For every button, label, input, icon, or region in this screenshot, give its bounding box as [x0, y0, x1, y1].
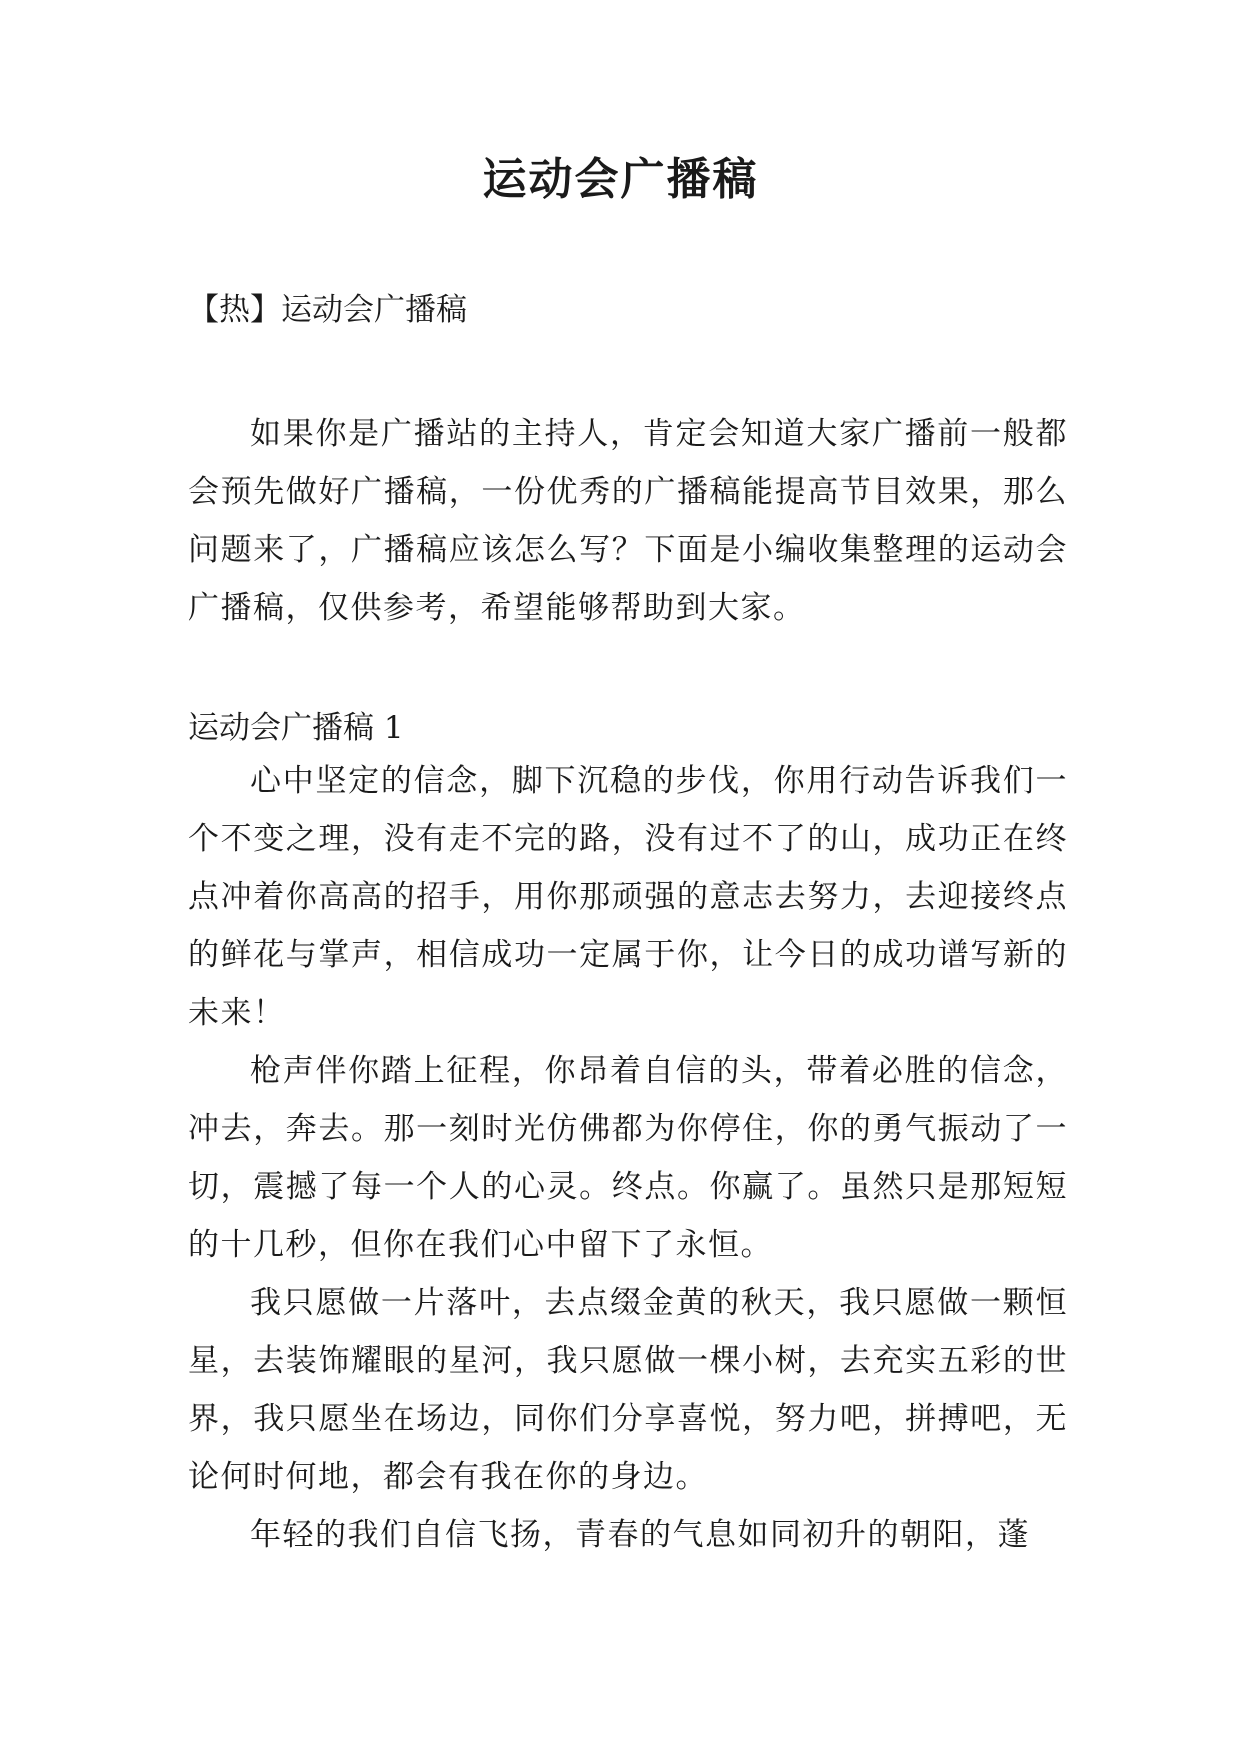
document-subtitle: 【热】运动会广播稿	[188, 292, 467, 328]
body-paragraph: 枪声伴你踏上征程，你昂着自信的头，带着必胜的信念，冲去，奔去。那一刻时光仿佛都为你停住，你的勇气振动了一切，震撼了每一个人的心灵。终点。你赢了。虽然只是那短短的十几秒，但你在我们心中留下了永恒。	[188, 1053, 1068, 1263]
intro-paragraph: 如果你是广播站的主持人，肯定会知道大家广播前一般都会预先做好广播稿，一份优秀的广播稿能提高节目效果，那么问题来了，广播稿应该怎么写？下面是小编收集整理的运动会广播稿，仅供参考，希望能够帮助到大家。	[188, 416, 1068, 626]
intro-block	[188, 405, 1068, 637]
document-title: 运动会广播稿	[482, 154, 759, 205]
body-paragraph: 我只愿做一片落叶，去点缀金黄的秋天，我只愿做一颗恒星，去装饰耀眼的星河，我只愿做一棵小树，去充实五彩的世界，我只愿坐在场边，同你们分享喜悦，努力吧，拼搏吧，无论何时何地，都会有我在你的身边。	[188, 1285, 1068, 1495]
section-heading: 运动会广播稿 1	[188, 710, 404, 746]
body-paragraph: 年轻的我们自信飞扬，青春的气息如同初升的朝阳，蓬	[250, 1517, 1030, 1553]
section-body	[188, 752, 1068, 1564]
body-paragraph: 心中坚定的信念，脚下沉稳的步伐，你用行动告诉我们一个不变之理，没有走不完的路，没有过不了的山，成功正在终点冲着你高高的招手，用你那顽强的意志去努力，去迎接终点的鲜花与掌声，相信成功一定属于你，让今日的成功谱写新的未来！	[188, 763, 1068, 1031]
